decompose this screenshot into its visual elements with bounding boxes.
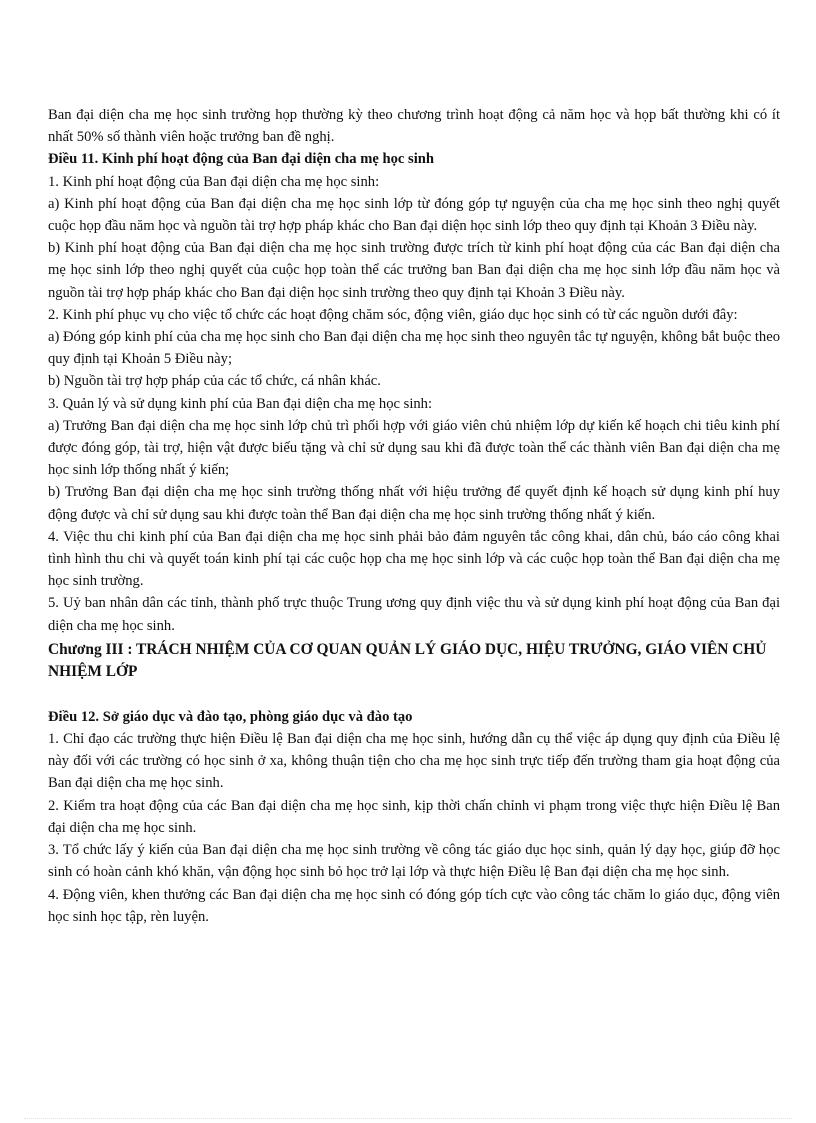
chapter-3-heading: Chương III : TRÁCH NHIỆM CỦA CƠ QUAN QUẢN LÝ GIÁO DỤC, HIỆU TRƯỞNG, GIÁO VIÊN CHỦ NHIỆM LỚP — [48, 640, 767, 681]
paragraph-11-5: 5. Uỷ ban nhân dân các tỉnh, thành phố trực thuộc Trung ương quy định việc thu và sử dụng kinh phí hoạt động của Ban đại diện cha mẹ học sinh. — [48, 595, 780, 634]
paragraph-11-1: 1. Kinh phí hoạt động của Ban đại diện cha mẹ học sinh: — [48, 173, 380, 190]
paragraph-11-1a: a) Kinh phí hoạt động của Ban đại diện cha mẹ học sinh lớp từ đóng góp tự nguyện của cha mẹ học sinh theo nghị quyết cuộc họp đầu năm học và nguồn tài trợ hợp pháp khác cho Ban đại diện học sinh lớp theo quy định tại Khoản 3 Điều này. — [48, 195, 780, 235]
paragraph-11-2: 2. Kinh phí phục vụ cho việc tổ chức các hoạt động chăm sóc, động viên, giáo dục học sinh có từ các nguồn dưới đây: — [48, 306, 738, 323]
paragraph-12-4: 4. Động viên, khen thưởng các Ban đại diện cha mẹ học sinh có đóng góp tích cực vào công tác chăm lo giáo dục, động viên học sinh học tập, rèn luyện. — [48, 886, 780, 925]
paragraph-11-2a: a) Đóng góp kinh phí của cha mẹ học sinh cho Ban đại diện cha mẹ học sinh theo nguyên tắc tự nguyện, không bắt buộc theo quy định tại Khoản 5 Điều này; — [48, 329, 780, 368]
paragraph-11-1b: b) Kinh phí hoạt động của Ban đại diện cha mẹ học sinh trường được trích từ kinh phí hoạt động của các Ban đại diện cha mẹ học sinh lớp theo nghị quyết của cuộc họp toàn thể các trưởng ban Ban đại diện cha mẹ học sinh lớp đầu năm học và nguồn tài trợ hợp pháp khác cho Ban đại diện học sinh trường theo quy định tại Khoản 3 Điều này. — [48, 240, 780, 301]
paragraph-11-3: 3. Quản lý và sử dụng kinh phí của Ban đại diện cha mẹ học sinh: — [48, 395, 433, 412]
document-page — [48, 104, 780, 928]
paragraph-meeting-schedule: Ban đại diện cha mẹ học sinh trường họp thường kỳ theo chương trình hoạt động cả năm học và họp bất thường khi có ít nhất 50% số thành viên hoặc trưởng ban đề nghị. — [48, 107, 780, 146]
paragraph-11-4: 4. Việc thu chi kinh phí của Ban đại diện cha mẹ học sinh phải bảo đảm nguyên tắc công khai, dân chủ, báo cáo công khai tình hình thu chi và quyết toán kinh phí tại các cuộc họp cha mẹ học sinh lớp và các cuộc họp toàn thể Ban đại diện cha mẹ học sinh trường. — [48, 528, 780, 590]
paragraph-12-2: 2. Kiểm tra hoạt động của các Ban đại diện cha mẹ học sinh, kịp thời chấn chỉnh vi phạm trong việc thực hiện Điều lệ Ban đại diện cha mẹ học sinh. — [48, 797, 780, 836]
paragraph-11-3a: a) Trưởng Ban đại diện cha mẹ học sinh lớp chủ trì phối hợp với giáo viên chủ nhiệm lớp dự kiến kế hoạch chi tiêu kinh phí được đóng góp, tài trợ, hiện vật được biếu tặng và chỉ sử dụng sau khi đã được toàn thể các thành viên Ban đại diện cha mẹ học sinh lớp thống nhất ý kiến; — [48, 417, 780, 479]
paragraph-11-2b: b) Nguồn tài trợ hợp pháp của các tổ chức, cá nhân khác. — [48, 373, 381, 390]
paragraph-11-3b: b) Trưởng Ban đại diện cha mẹ học sinh trường thống nhất với hiệu trưởng để quyết định kế hoạch sử dụng kinh phí huy động được và chỉ sử dụng sau khi được toàn thể Ban đại diện cha mẹ học sinh trường thống nhất ý kiến. — [48, 484, 780, 523]
page-bottom-divider — [24, 1118, 792, 1119]
article-12-heading: Điều 12. Sở giáo dục và đào tạo, phòng giáo dục và đào tạo — [48, 708, 413, 725]
paragraph-12-1: 1. Chỉ đạo các trường thực hiện Điều lệ Ban đại diện cha mẹ học sinh, hướng dẫn cụ thể việc áp dụng quy định của Điều lệ này đối với các trường có học sinh ở xa, không thuận tiện cho cha mẹ học sinh trực tiếp đến trường tham gia hoạt động của Ban đại diện cha mẹ học sinh. — [48, 731, 780, 792]
article-11-heading: Điều 11. Kinh phí hoạt động của Ban đại diện cha mẹ học sinh — [48, 151, 435, 168]
paragraph-12-3: 3. Tổ chức lấy ý kiến của Ban đại diện cha mẹ học sinh trường về công tác giáo dục học sinh, quản lý dạy học, giúp đỡ học sinh có hoàn cảnh khó khăn, vận động học sinh bỏ học trở lại lớp và thực hiện Điều lệ Ban đại diện cha mẹ học sinh. — [48, 842, 780, 881]
